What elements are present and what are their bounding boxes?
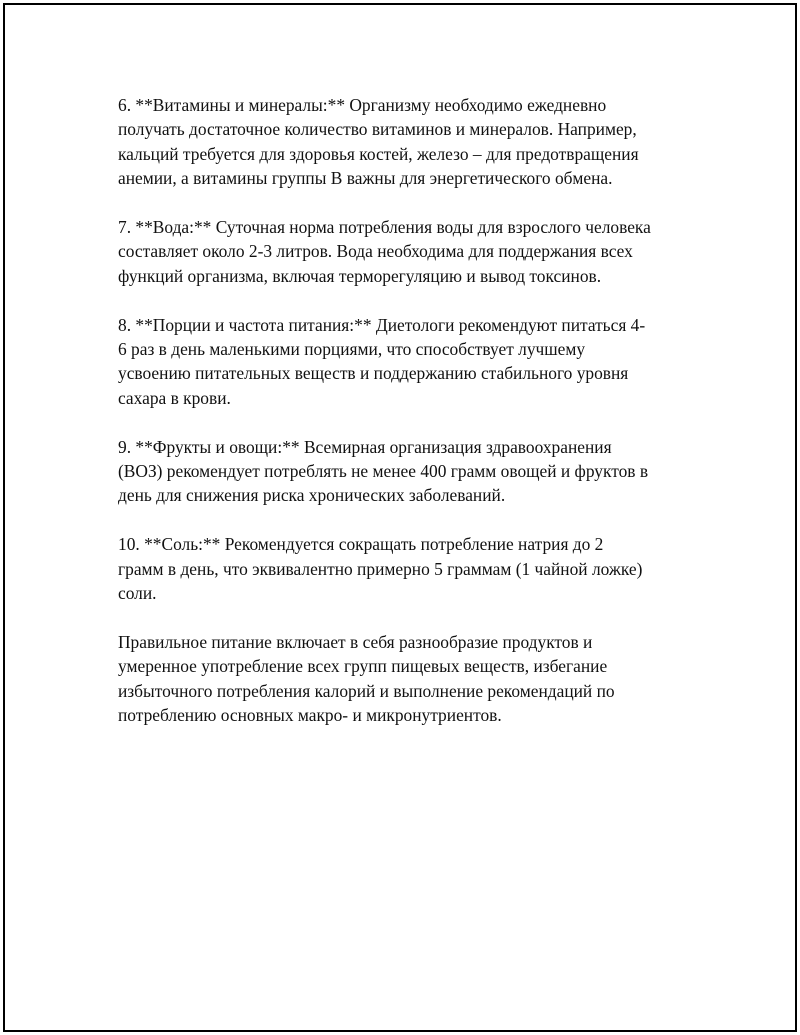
text-line: кальций требуется для здоровья костей, железо – для предотвращения — [118, 143, 639, 164]
paragraph-conclusion — [118, 630, 698, 728]
text-line: умеренное употребление всех групп пищевых веществ, избегание — [118, 656, 608, 677]
text-line: составляет около 2-3 литров. Вода необходима для поддержания всех — [118, 241, 633, 262]
text-line: грамм в день, что эквивалентно примерно 5 граммам (1 чайной ложке) — [118, 558, 643, 579]
text-line: 9. **Фрукты и овощи:** Всемирная организация здравоохранения — [118, 436, 612, 457]
text-line: 7. **Вода:** Суточная норма потребления воды для взрослого человека — [118, 217, 651, 238]
document-body — [118, 93, 698, 752]
paragraph-fruits-vegetables — [118, 435, 698, 508]
text-line: сахара в крови. — [118, 387, 231, 408]
text-line: избыточного потребления калорий и выполнение рекомендаций по — [118, 680, 615, 701]
text-line: 10. **Соль:** Рекомендуется сокращать потребление натрия до 2 — [118, 534, 604, 555]
text-line: функций организма, включая терморегуляцию и вывод токсинов. — [118, 265, 602, 286]
text-line: 8. **Порции и частота питания:** Диетологи рекомендуют питаться 4- — [118, 314, 646, 335]
text-line: получать достаточное количество витаминов и минералов. Например, — [118, 119, 637, 140]
text-line: анемии, а витамины группы B важны для энергетического обмена. — [118, 168, 613, 189]
text-line: потреблению основных макро- и микронутриентов. — [118, 705, 502, 726]
paragraph-water — [118, 215, 698, 288]
text-line: (ВОЗ) рекомендует потреблять не менее 400 грамм овощей и фруктов в — [118, 461, 649, 482]
text-line: соли. — [118, 583, 157, 604]
text-line: 6. **Витамины и минералы:** Организму необходимо ежедневно — [118, 95, 607, 115]
text-line: 6 раз в день маленькими порциями, что способствует лучшему — [118, 339, 586, 360]
text-line: день для снижения риска хронических заболеваний. — [118, 485, 506, 506]
paragraph-vitamins-minerals — [118, 93, 698, 191]
text-line: Правильное питание включает в себя разнообразие продуктов и — [118, 631, 593, 652]
text-line: усвоению питательных веществ и поддержанию стабильного уровня — [118, 363, 629, 384]
paragraph-salt — [118, 532, 698, 605]
paragraph-portions-frequency — [118, 313, 698, 411]
